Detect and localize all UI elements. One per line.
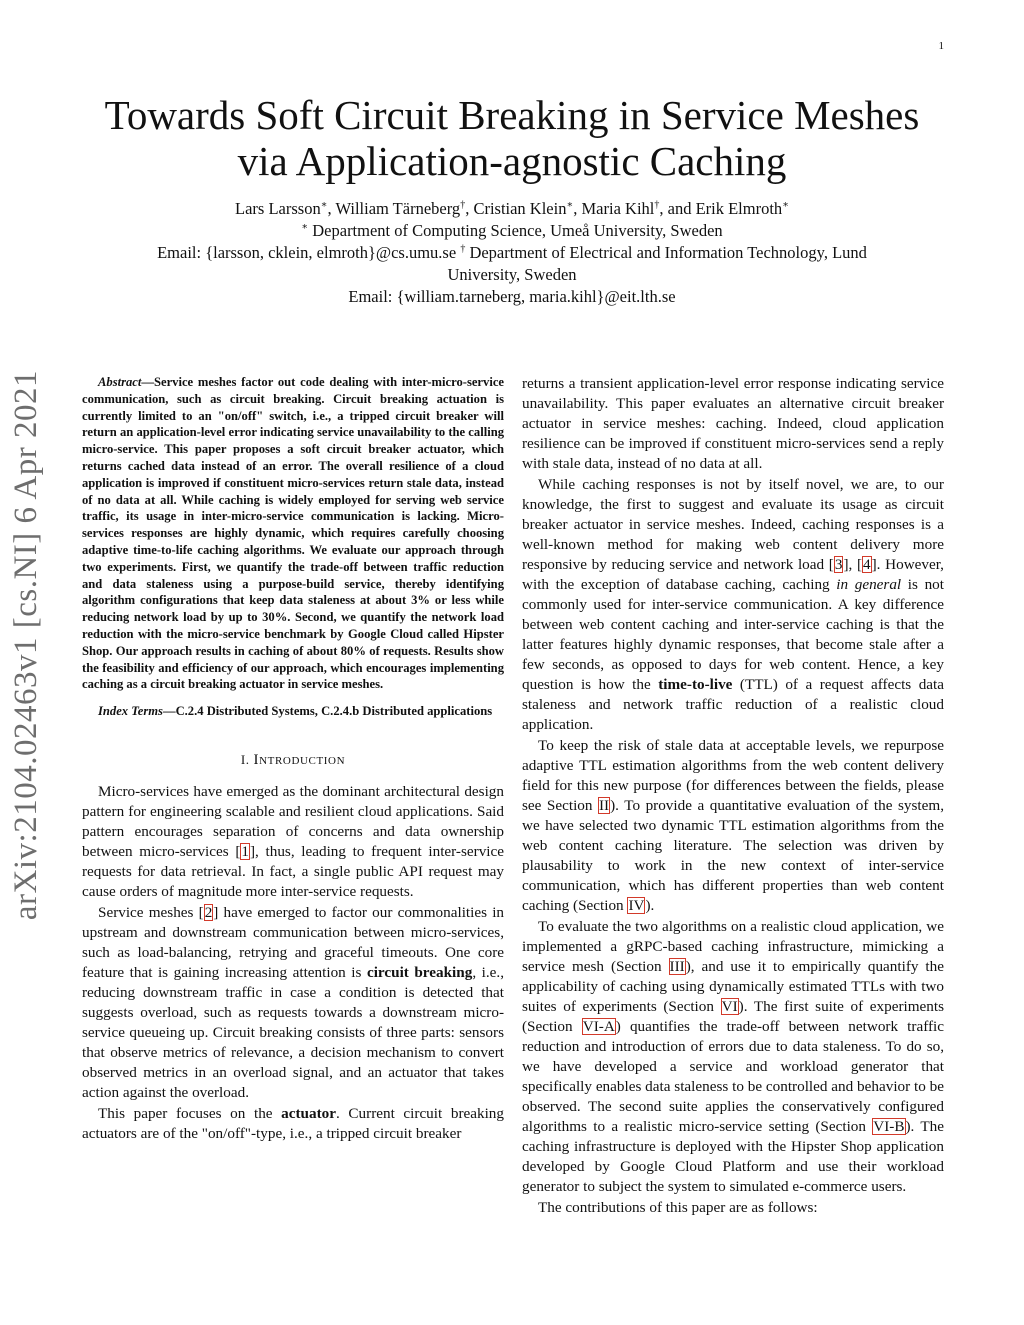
paper-title — [80, 92, 944, 184]
intro-paragraph-3 — [82, 1104, 504, 1144]
affiliation-2 — [80, 242, 944, 264]
email-1: Email: {larsson, cklein, elmroth}@cs.umu.se — [157, 243, 461, 262]
title-line-1: Towards Soft Circuit Breaking in Service Meshes — [104, 92, 920, 138]
affiliation-1-text: Department of Computing Science, Umeå University, Sweden — [308, 221, 723, 240]
author-1-mark: ∗ — [320, 199, 328, 211]
text-run: ], thus, leading to frequent inter-service requests for data retrieval. In fact, a single public API request may cause orders of magnitude more inter-service requests. — [82, 842, 504, 900]
intro-paragraph-2 — [82, 903, 504, 1103]
text-run: To keep the risk of stale data at acceptable levels, we repurpose adaptive TTL estimation algorithms from the web content delivery field for this new purpose (for differences between the fields, please see Section — [522, 737, 944, 814]
author-5: , and Erik Elmroth — [659, 199, 783, 218]
page-number: 1 — [938, 40, 944, 52]
term-time-to-live: time-to-live — [658, 676, 733, 693]
author-5-mark: ∗ — [782, 199, 789, 211]
title-line-2: via Application-agnostic Caching — [237, 138, 787, 184]
author-4-mark: † — [654, 199, 660, 211]
arxiv-stamp: arXiv:2104.02463v1 [cs.NI] 6 Apr 2021 — [8, 370, 44, 921]
section-link-iii[interactable]: III — [669, 958, 685, 975]
text-run: ) quantifies the trade-off between network traffic reduction and introduction of errors due to data staleness. To do so, we have developed a service and workload generator that specifically enables data staleness to be controlled and behavior to be observed. The second suite applies the conservatively configured algorithms to a realistic micro-service setting (Section — [522, 1018, 944, 1135]
text-run: While caching responses is not by itself novel, we are, to our knowledge, the first to suggest and evaluate its usage as circuit breaker actuator in service meshes. Indeed, caching responses is a well-known method for making web content delivery more responsive by reducing service and network load [ — [522, 476, 944, 573]
section-link-vi-b[interactable]: VI-B — [873, 1118, 905, 1135]
text-run: ], [ — [843, 556, 863, 573]
author-list — [80, 198, 944, 220]
index-terms-text: —C.2.4 Distributed Systems, C.2.4.b Distributed applications — [162, 704, 493, 719]
section-number: I. — [240, 751, 254, 767]
author-4: , Maria Kihl — [573, 199, 655, 218]
index-terms — [82, 703, 504, 720]
left-column — [82, 374, 504, 1145]
affiliation-2-text: Department of Electrical and Information Technology, Lund — [465, 243, 867, 262]
abstract-label: Abstract — [98, 375, 142, 389]
text-run: Micro-services have emerged as the dominant architectural design pattern for engineering scalable and resilient cloud applications. Said pattern encourages separation of concerns and data ownership between micro-services [ — [82, 782, 504, 860]
intro-paragraph-1 — [82, 782, 504, 902]
author-3-mark: ∗ — [566, 199, 574, 211]
affiliation-2-mark: † — [460, 243, 466, 255]
right-paragraph-3 — [522, 736, 944, 916]
text-run: ). — [645, 897, 655, 914]
author-3: , Cristian Klein — [465, 199, 567, 218]
text-run: is not commonly used for inter-service communication. A key difference between web content caching and inter-service caching is that the latter features highly dynamic responses, that become stale after a few seconds, as opposed to days for web content. Hence, a key question is how the — [522, 576, 944, 693]
author-1: Lars Larsson — [235, 199, 321, 218]
right-paragraph-4 — [522, 917, 944, 1197]
affiliation-1 — [80, 220, 944, 242]
right-column — [522, 374, 944, 1219]
text-run: , i.e., reducing downstream traffic in case a condition is detected that suggests overload, such as requests towards a downstream micro-service queueing up. Circuit breaking consists of three parts: sensors that observe metrics of relevance, a decision mechanism to convert observed metrics in an overload signal, and an actuator that takes action against the overload. — [82, 963, 504, 1101]
text-run: ). The first suite of experiments (Section — [522, 998, 944, 1035]
text-run: ] have emerged to factor our commonalities in upstream and downstream communication between micro-services, such as load-balancing, retrying and graceful timeouts. One core feature that is gaining increasing attention is — [82, 903, 505, 981]
text-run: . Current circuit breaking actuators are of the "on/off"-type, i.e., a tripped circuit breaker — [82, 1104, 504, 1142]
abstract — [82, 374, 504, 693]
term-circuit-breaking: circuit breaking — [366, 963, 473, 981]
right-paragraph-5: The contributions of this paper are as follows: — [538, 1199, 818, 1216]
term-actuator: actuator — [281, 1104, 336, 1122]
right-paragraph-1: returns a transient application-level error response indicating service unavailability. This paper evaluates an alternative circuit breaker actuator in service meshes: caching. Indeed, cloud application resilience can be improved if constituent micro-services send a reply with stale data, instead of no data at all. — [522, 375, 944, 472]
section-link-vi-a[interactable]: VI-A — [582, 1018, 615, 1035]
paper-header — [80, 92, 944, 308]
abstract-text: —Service meshes factor out code dealing with inter-micro-service communication, such as circuit breaking. Circuit breaking actuation is currently limited to an "on/off" switch, i.e., a tripped circuit breaker will return an application-level error indicating service unavailability to the calling micro-service. This paper proposes a soft circuit breaker actuator, which returns cached data instead of an error. The overall resilience of a cloud application is improved if constituent micro-services return stale data, instead of no data at all. While caching is widely employed for serving web service traffic, its usage in inter-micro-service communication is lacking. Micro-services responses are highly dynamic, which requires carefully choosing adaptive time-to-life caching algorithms. We evaluate our approach through two experiments. First, we quantify the trade-off between traffic reduction and data staleness using a purpose-build service, thereby identifying algorithm configurations that keep data staleness at about 3% or less while reducing network load by up to 30%. Second, we quantify the network load reduction with the micro-service benchmark by Google Cloud called Hipster Shop. Our approach results in caching of about 80% of requests. Results show the feasibility and efficiency of our approach, which encourages implementing caching as a circuit breaking actuator in service meshes. — [82, 375, 504, 692]
right-paragraph-2 — [522, 475, 944, 735]
text-run: This paper focuses on the — [98, 1104, 282, 1122]
affiliation-1-mark: ∗ — [301, 221, 309, 233]
section-heading-introduction — [82, 750, 504, 770]
emphasis-in-general: in general — [836, 576, 902, 593]
text-run: To evaluate the two algorithms on a realistic cloud application, we implemented a gRPC-based caching infrastructure, mimicking a service mesh (Section — [522, 918, 944, 975]
author-2: , William Tärneberg — [327, 199, 461, 218]
affiliation-2-cont: University, Sweden — [447, 265, 577, 284]
citation-link-2[interactable]: 2 — [204, 903, 213, 921]
citation-link-3[interactable]: 3 — [834, 556, 843, 573]
author-2-mark: † — [460, 199, 466, 211]
email-2: Email: {william.tarneberg, maria.kihl}@eit.lth.se — [348, 287, 676, 306]
citation-link-1[interactable]: 1 — [241, 842, 249, 860]
citation-link-4[interactable]: 4 — [863, 556, 871, 573]
section-link-vi[interactable]: VI — [721, 998, 738, 1015]
text-run: (TTL) of a request affects data staleness and network traffic reduction of a realistic cloud application. — [522, 676, 944, 733]
section-link-ii[interactable]: II — [599, 797, 610, 814]
section-title: Introduction — [253, 751, 346, 768]
text-run: ]. However, with the exception of database caching, caching — [522, 556, 944, 593]
text-run: ). The caching infrastructure is deployed with the Hipster Shop application developed by Google Cloud Platform and use their workload generator to subject the system to simulated e-commerce users. — [522, 1118, 944, 1195]
section-link-iv[interactable]: IV — [628, 897, 645, 914]
index-terms-label: Index Terms — [98, 704, 163, 719]
text-run: ). To provide a quantitative evaluation of the system, we have selected two dynamic TTL estimation algorithms from the web content caching literature. The selection was driven by plausability to work in the new context of inter-service communication, which has different properties than web content caching (Section — [522, 797, 944, 914]
text-run: Service meshes [ — [98, 903, 204, 921]
text-run: ), and use it to empirically quantify the applicability of caching using dynamically estimated TTLs with two suites of experiments (Section — [522, 958, 944, 1015]
